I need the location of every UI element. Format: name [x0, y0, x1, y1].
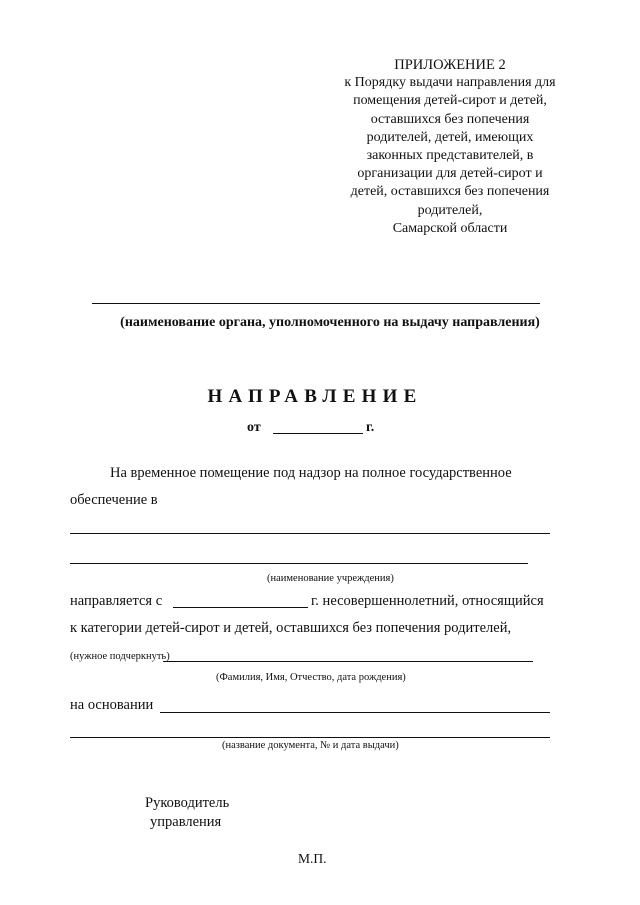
institution-field-line-2[interactable]: [70, 563, 528, 564]
appendix-line: детей, оставшихся без попечения: [350, 184, 550, 200]
person-field[interactable]: [163, 661, 533, 662]
document-title: НАПРАВЛЕНИЕ: [207, 386, 423, 407]
appendix-line: к Порядку выдачи направления для: [344, 75, 556, 91]
document-date-field[interactable]: [273, 433, 363, 434]
appendix-line: организации для детей-сирот и: [357, 166, 543, 182]
basis-caption: (название документа, № и дата выдачи): [222, 740, 399, 751]
directed-date-field[interactable]: [173, 607, 308, 608]
directed-suffix: г. несовершеннолетний, относящийся: [311, 593, 544, 609]
appendix-header: [320, 56, 580, 238]
authority-name-field[interactable]: [92, 303, 540, 304]
appendix-line: законных представителей, в: [366, 148, 534, 164]
appendix-line: Самарской области: [392, 220, 508, 236]
date-prefix: от: [247, 420, 261, 435]
basis-label: на основании: [70, 697, 154, 713]
underline-hint: (нужное подчеркнуть): [70, 651, 170, 662]
authority-caption: (наименование органа, уполномоченного на выдачу направления): [120, 315, 540, 330]
basis-field-line-1[interactable]: [160, 712, 550, 713]
appendix-line: помещения детей-сирот и детей,: [353, 93, 547, 109]
appendix-title: ПРИЛОЖЕНИЕ 2: [394, 57, 506, 73]
signature-line-1: Руководитель: [145, 795, 230, 811]
intro-line-1: На временное помещение под надзор на полное государственное: [110, 465, 512, 481]
directed-prefix: направляется с: [70, 593, 163, 609]
stamp-label: М.П.: [298, 851, 327, 866]
appendix-line: родителей, детей, имеющих: [366, 129, 534, 145]
category-line: к категории детей-сирот и детей, оставшихся без попечения родителей,: [70, 620, 512, 636]
institution-field-line-1[interactable]: [70, 533, 550, 534]
basis-field-line-2[interactable]: [70, 737, 550, 738]
appendix-line: оставшихся без попечения: [370, 111, 530, 127]
date-suffix: г.: [366, 420, 375, 435]
intro-line-2: обеспечение в: [70, 492, 158, 508]
institution-caption: (наименование учреждения): [267, 573, 394, 584]
person-caption: (Фамилия, Имя, Отчество, дата рождения): [216, 672, 406, 683]
appendix-line: родителей,: [417, 202, 483, 218]
signature-line-2: управления: [150, 814, 222, 830]
